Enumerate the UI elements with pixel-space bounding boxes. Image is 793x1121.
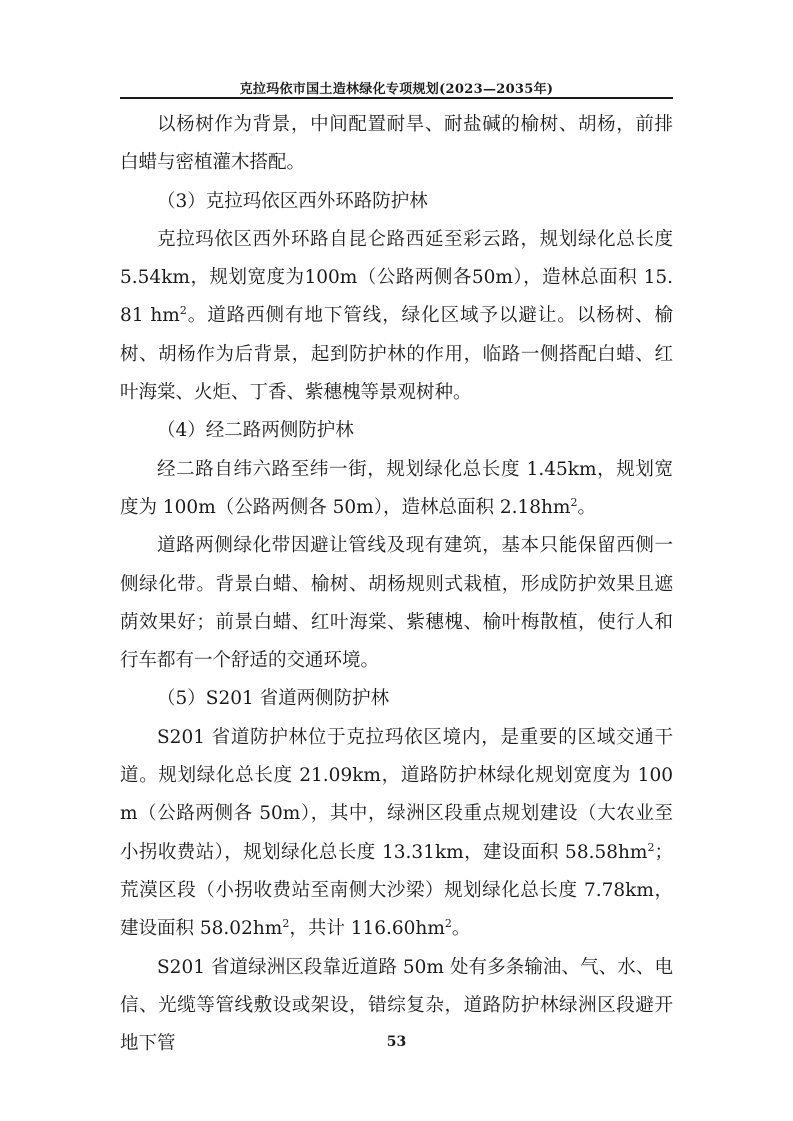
text-run: 。 xyxy=(577,496,596,518)
paragraph-continuation: 以杨树作为背景，中间配置耐旱、耐盐碱的榆树、胡杨，前排白蜡与密植灌木搭配。 xyxy=(120,114,673,174)
paragraph-green-belt: 道路两侧绿化带因避让管线及现有建筑，基本只能保留西侧一侧绿化带。背景白蜡、榆树、胡杨规则式栽植，形成防护效果且遮荫效果好；前景白蜡、红叶海棠、紫穗槐、榆叶梅散植，使行人和行车都有一个舒适的交通环境。 xyxy=(120,535,673,672)
superscript: 2 xyxy=(570,495,578,509)
text-run: ；荒漠区段（小拐收费站至南侧大沙梁）规划绿化总长度 7.78km，建设面积 58.02hm xyxy=(120,841,673,940)
superscript: 2 xyxy=(179,304,187,318)
text-run: 。道路西侧有地下管线，绿化区域予以避让。以杨树、榆树、胡杨作为后背景，起到防护林的作用，临路一侧搭配白蜡、红叶海棠、火炬、丁香、紫穗槐等景观树种。 xyxy=(120,305,673,404)
text-run: 。 xyxy=(451,918,471,940)
superscript: 2 xyxy=(647,840,655,854)
superscript: 2 xyxy=(444,917,452,931)
text-run: 经二路自纬六路至纬一街，规划绿化总长度 1.45km，规划宽度为 100m（公路两侧各 50m），造林总面积 2.18hm xyxy=(120,458,673,518)
section-heading-5: （5）S201 省道两侧防护林 xyxy=(157,688,390,710)
paragraph-west-ring-road xyxy=(120,221,673,412)
paragraph-s201-overview xyxy=(120,719,673,949)
text-run: ，共计 116.60hm xyxy=(289,918,445,940)
document-body xyxy=(120,106,673,1063)
paragraph-s201-pipelines: S201 省道绿洲区段靠近道路 50m 处有多条输油、气、水、电信、光缆等管线敷设或架设，错综复杂，道路防护林绿洲区段避开地下管 xyxy=(120,956,673,1055)
paragraph-jinger-road xyxy=(120,451,673,528)
text-run: 克拉玛依区西外环路自昆仑路西延至彩云路，规划绿化总长度5.54km，规划宽度为100m（公路两侧各50m），造林总面积 15.81 hm xyxy=(120,228,673,327)
header-divider xyxy=(120,97,673,99)
running-header: 克拉玛依市国土造林绿化专项规划(2023—2035年) xyxy=(239,82,554,97)
section-heading-4: （4）经二路两侧防护林 xyxy=(157,420,354,442)
text-run: S201 省道防护林位于克拉玛依区境内，是重要的区域交通干道。规划绿化总长度 21.09km，道路防护林绿化规划宽度为 100m（公路两侧各 50m），其中，绿洲区段重点规划建设（大农业至小拐收费站），规划绿化总长度 13.31km，建设面积 58.58hm xyxy=(120,726,673,863)
superscript: 2 xyxy=(282,917,290,931)
page-number: 53 xyxy=(386,1034,407,1050)
section-heading-3: （3）克拉玛依区西外环路防护林 xyxy=(157,190,428,212)
